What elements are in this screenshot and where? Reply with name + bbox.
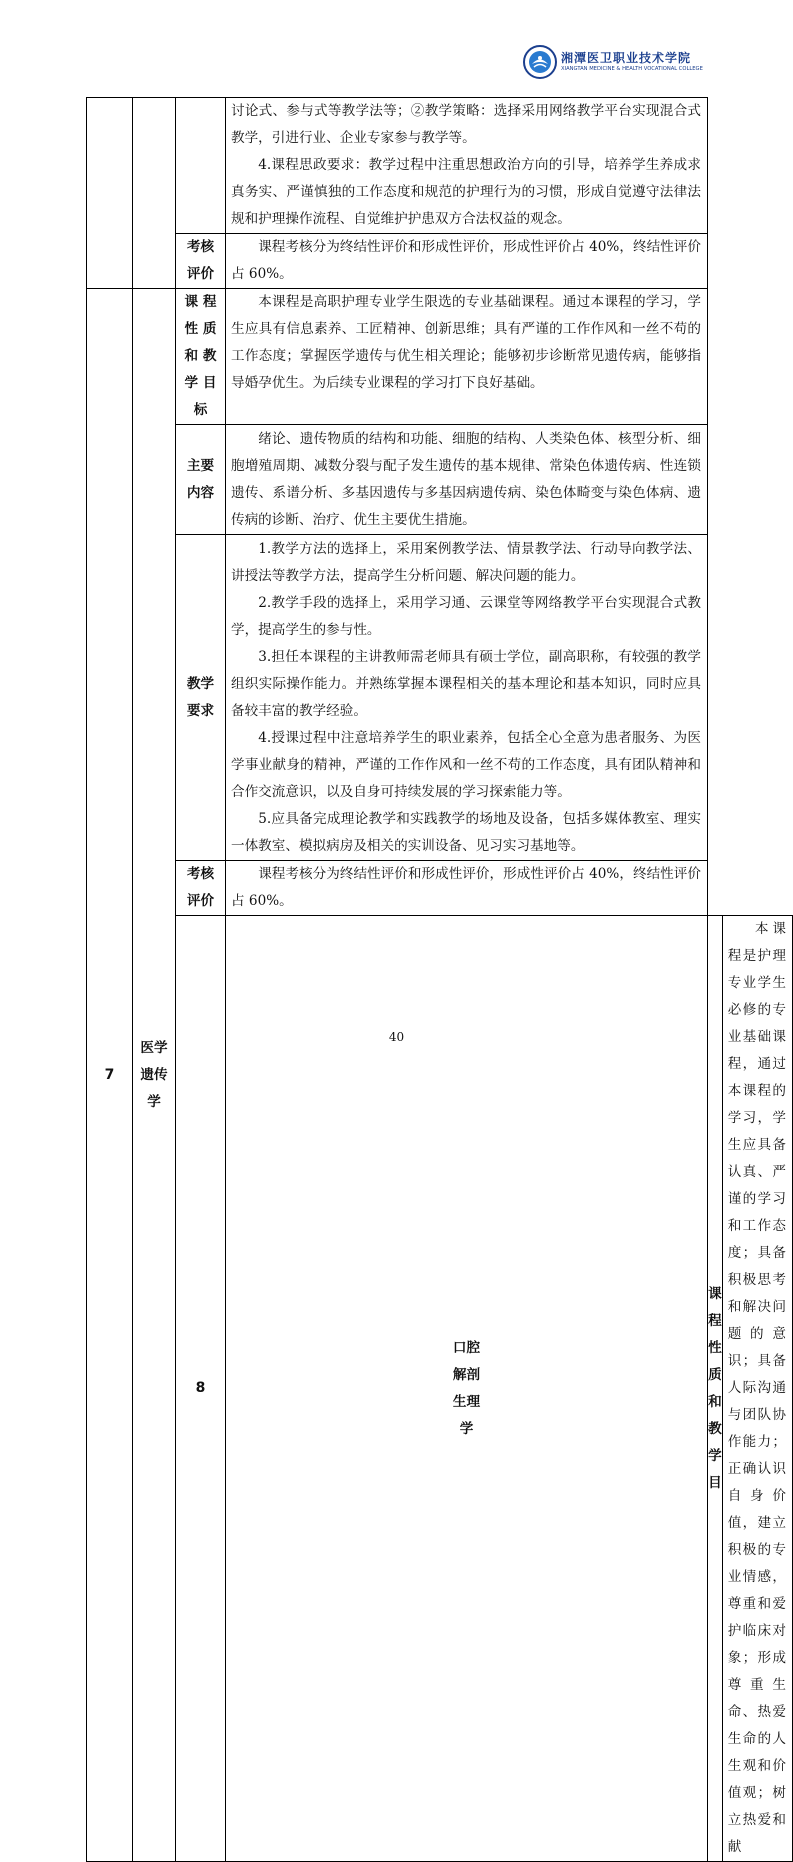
list-item: 3.担任本课程的主讲教师需老师具有硕士学位，副高职称，有较强的教学组织实际操作能力。并熟练掌握本课程相关的基本理论和基本知识，同时应具备较丰富的教学经验。 — [231, 648, 701, 719]
list-item: 4.授课过程中注意培养学生的职业素养，包括全心全意为患者服务、为医学事业献身的精神，严谨的工作作风和一丝不苟的工作态度，具有团队精神和合作交流意识，以及自身可持续发展的学习探索能力等。 — [231, 729, 701, 800]
list-item: 1.教学方法的选择上，采用案例教学法、情景教学法、行动导向教学法、讲授法等教学方法，提高学生分析问题、解决问题的能力。 — [231, 540, 701, 584]
table-row — [87, 425, 793, 535]
teaching-requirements-label-cell — [176, 98, 226, 234]
list-item: 2.教学手段的选择上，采用学习通、云课堂等网络教学平台实现混合式教学，提高学生的参与性。 — [231, 594, 701, 638]
assessment-label: 考核 评价 — [176, 861, 226, 916]
course-number-cell — [87, 98, 133, 289]
table-row — [87, 916, 793, 1862]
teaching-requirements-label: 教学 要求 — [176, 535, 226, 861]
teaching-requirements-content — [226, 535, 708, 861]
course-number: 8 — [176, 916, 226, 1862]
college-name-en: XIANGTAN MEDICINE & HEALTH VOCATIONAL COLLEGE — [561, 65, 703, 72]
main-content-label: 主要 内容 — [176, 425, 226, 535]
teaching-requirements-content: 讨论式、参与式等教学法等；②教学策略：选择采用网络教学平台实现混合式教学，引进行业、企业专家参与教学等。 4.课程思政要求：教学过程中注重思想政治方向的引导，培养学生养成求真务实、严谨慎独的工作态度和规范的护理行为的习惯，形成自觉遵守法律法规和护理操作流程、自觉维护护患双方合法权益的观念。 — [226, 98, 708, 234]
page-number: 40 — [388, 1030, 405, 1044]
course-name: 口腔 解剖 生理 学 — [226, 916, 708, 1862]
college-seal-icon — [523, 45, 557, 79]
course-number: 7 — [87, 289, 133, 1862]
table-row — [87, 861, 793, 916]
assessment-content: 课程考核分为终结性评价和形成性评价，形成性评价占 40%，终结性评价占 60%。 — [226, 861, 708, 916]
assessment-label: 考核 评价 — [176, 234, 226, 289]
assessment-content: 课程考核分为终结性评价和形成性评价，形成性评价占 40%，终结性评价占 60%。 — [226, 234, 708, 289]
main-content: 绪论、遗传物质的结构和功能、细胞的结构、人类染色体、核型分析、细胞增殖周期、减数分裂与配子发生遗传的基本规律、常染色体遗传病、性连锁遗传、系谱分析、多基因遗传与多基因病遗传病、染色体畸变与染色体病、遗传病的诊断、治疗、优生主要优生措施。 — [226, 425, 708, 535]
table-row — [87, 234, 793, 289]
college-name-cn: 湘潭医卫职业技术学院 — [561, 50, 692, 65]
course-table — [86, 97, 793, 1862]
course-nature-content: 本课程是护理专业学生必修的专业基础课程，通过本课程的学习，学生应具备认真、严谨的学习和工作态度；具备积极思考和解决问题的意识；具备人际沟通与团队协作能力；正确认识自身价值，建立积极的专业情感，尊重和爱护临床对象；形成尊重生命、热爱生命的人生观和价值观；树立热爱和献 — [722, 916, 792, 1862]
list-item: 5.应具备完成理论教学和实践教学的场地及设备，包括多媒体教室、理实一体教室、模拟病房及相关的实训设备、见习实习基地等。 — [231, 810, 701, 854]
college-logo — [523, 44, 711, 80]
table-row — [87, 289, 793, 425]
course-nature-content: 本课程是高职护理专业学生限选的专业基础课程。通过本课程的学习，学生应具有信息素养、工匠精神、创新思维；具有严谨的工作作风和一丝不苟的工作态度；掌握医学遗传与优生相关理论；能够初步诊断常见遗传病，能够指导婚孕优生。为后续专业课程的学习打下良好基础。 — [226, 289, 708, 425]
table-row — [87, 535, 793, 861]
course-nature-label: 课程 性质 和教 学目 — [708, 916, 723, 1862]
course-name: 医学 遗传 学 — [133, 289, 176, 1862]
table-row — [87, 98, 793, 234]
course-nature-label: 课 程 性 质 和 教 学 目 标 — [176, 289, 226, 425]
course-name-cell — [133, 98, 176, 289]
